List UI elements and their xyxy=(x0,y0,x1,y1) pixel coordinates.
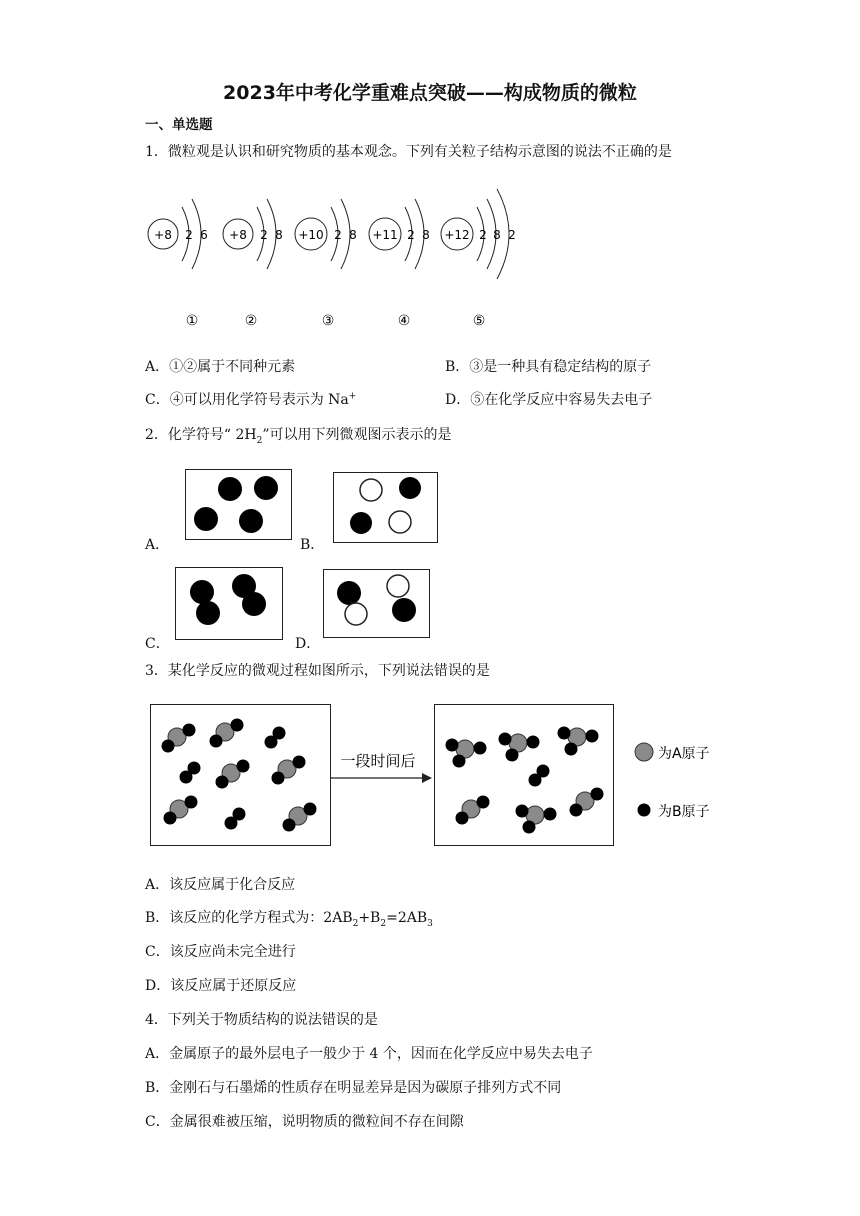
diagram-label: ① xyxy=(185,313,199,329)
shell-electrons: 8 xyxy=(349,228,357,242)
q2-option-a: A． xyxy=(145,537,170,553)
legend-a-label: 为A原子 xyxy=(658,746,710,762)
shell-electrons: 2 xyxy=(185,228,193,242)
nucleus-label: +10 xyxy=(298,228,324,242)
q1-option-a: A．①②属于不同种元素 xyxy=(145,359,296,375)
atom-diagram-4 xyxy=(369,199,430,329)
section-heading: 一、单选题 xyxy=(145,117,213,133)
question-4-stem: 4．下列关于物质结构的说法错误的是 xyxy=(145,1012,378,1028)
shell-electrons: 2 xyxy=(407,228,415,242)
shell-electrons: 6 xyxy=(200,228,208,242)
q3-option-c: C．该反应尚未完全进行 xyxy=(145,944,296,960)
nucleus-label: +8 xyxy=(229,228,247,242)
q2-diagram-c xyxy=(175,567,284,641)
atom-diagram-5 xyxy=(441,189,516,329)
q2-option-d: D． xyxy=(295,636,321,652)
diagram-label: ③ xyxy=(321,313,335,329)
shell-electrons: 2 xyxy=(260,228,268,242)
q3-option-a: A．该反应属于化合反应 xyxy=(145,877,296,893)
q2-diagram-a xyxy=(185,469,293,541)
q1-option-b: B．③是一种具有稳定结构的原子 xyxy=(445,359,652,375)
diagram-label: ⑤ xyxy=(472,313,486,329)
q3-option-d: D．该反应属于还原反应 xyxy=(145,978,297,994)
nucleus-label: +8 xyxy=(154,228,172,242)
nucleus-label: +11 xyxy=(372,228,398,242)
q4-option-c: C．金属很难被压缩，说明物质的微粒间不存在间隙 xyxy=(145,1114,464,1130)
diagram-label: ④ xyxy=(397,313,411,329)
q1-option-c: C．④可以用化学符号表示为 Na+ xyxy=(145,391,357,408)
q2-diagram-b xyxy=(333,472,439,544)
legend-b-atom-icon xyxy=(638,804,651,817)
atom-diagram-3 xyxy=(295,199,357,329)
page-title: 2023年中考化学重难点突破——构成物质的微粒 xyxy=(223,82,637,104)
q2-option-b: B． xyxy=(300,537,325,553)
shell-electrons: 2 xyxy=(479,228,487,242)
shell-electrons: 2 xyxy=(508,228,516,242)
arrow-label: 一段时间后 xyxy=(340,752,416,770)
q1-option-d: D．⑤在化学反应中容易失去电子 xyxy=(445,392,653,408)
diagram-label: ② xyxy=(244,313,258,329)
shell-electrons: 8 xyxy=(275,228,283,242)
question-1-stem: 1．微粒观是认识和研究物质的基本观念。下列有关粒子结构示意图的说法不正确的是 xyxy=(145,144,672,160)
question-3-stem: 3．某化学反应的微观过程如图所示，下列说法错误的是 xyxy=(145,663,490,679)
atom-structure-diagrams xyxy=(140,175,540,335)
q4-option-a: A．金属原子的最外层电子一般少于 4 个，因而在化学反应中易失去电子 xyxy=(145,1046,593,1062)
q2-diagram-d xyxy=(323,569,431,639)
q4-option-b: B．金刚石与石墨烯的性质存在明显差异是因为碳原子排列方式不同 xyxy=(145,1080,562,1096)
shell-electrons: 2 xyxy=(334,228,342,242)
atom-diagram-2 xyxy=(223,199,283,329)
q2-option-c: C． xyxy=(145,636,170,652)
question-2-stem: 2．化学符号“ $2H_2$”可以用下列微观图示表示的是 xyxy=(145,427,452,446)
legend-a-atom-icon xyxy=(635,743,653,761)
nucleus-label: +12 xyxy=(444,228,470,242)
shell-electrons: 8 xyxy=(493,228,501,242)
legend-b-label: 为B原子 xyxy=(658,804,710,820)
atom-diagram-1 xyxy=(148,199,208,329)
shell-electrons: 8 xyxy=(422,228,430,242)
q3-reaction-diagram xyxy=(150,700,740,850)
q3-option-b: B．该反应的化学方程式为：$2AB_2+B_2=2AB_3$ xyxy=(145,910,433,929)
